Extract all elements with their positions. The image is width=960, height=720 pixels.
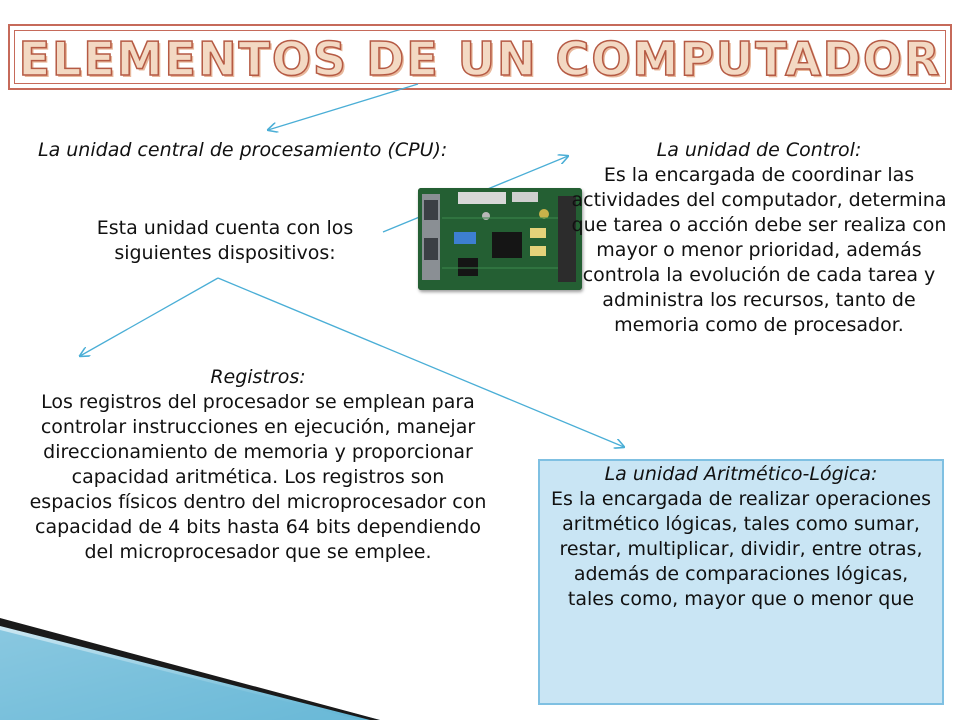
registros-heading: Registros: [210, 366, 306, 388]
circuit-board-image [418, 188, 582, 290]
page-title: ELEMENTOS DE UN COMPUTADOR [18, 32, 942, 86]
registros-block [28, 365, 488, 565]
control-body: Es la encargada de coordinar las actividades del computador, determina que tarea o acción debe ser realiza con mayor o menor prioridad, además controla la evolución de cada tarea y administra los recursos, tanto de memoria como de procesador. [571, 164, 947, 336]
arrow-cpu-to-registros [80, 278, 218, 356]
control-heading: La unidad de Control: [656, 139, 862, 161]
alu-body: Es la encargada de realizar operaciones aritmético lógicas, tales como sumar, restar, multiplicar, dividir, entre otras, además de comparaciones lógicas, tales como, mayor que o menor que [551, 488, 931, 610]
decorative-wedge [0, 560, 380, 720]
alu-block [548, 462, 934, 612]
control-block [568, 138, 950, 338]
cpu-heading: La unidad central de procesamiento (CPU): [38, 139, 448, 161]
registros-body: Los registros del procesador se emplean para controlar instrucciones en ejecución, manejar direccionamiento de memoria y proporcionar capacidad aritmética. Los registros son espacios físicos dentro del microprocesador con capacidad de 4 bits hasta 64 bits dependiendo del microprocesador que se emplee. [29, 391, 487, 563]
cpu-description: Esta unidad cuenta con los siguientes dispositivos: [96, 217, 354, 264]
alu-heading: La unidad Aritmético-Lógica: [604, 463, 878, 485]
arrow-title-to-cpu [268, 84, 418, 130]
